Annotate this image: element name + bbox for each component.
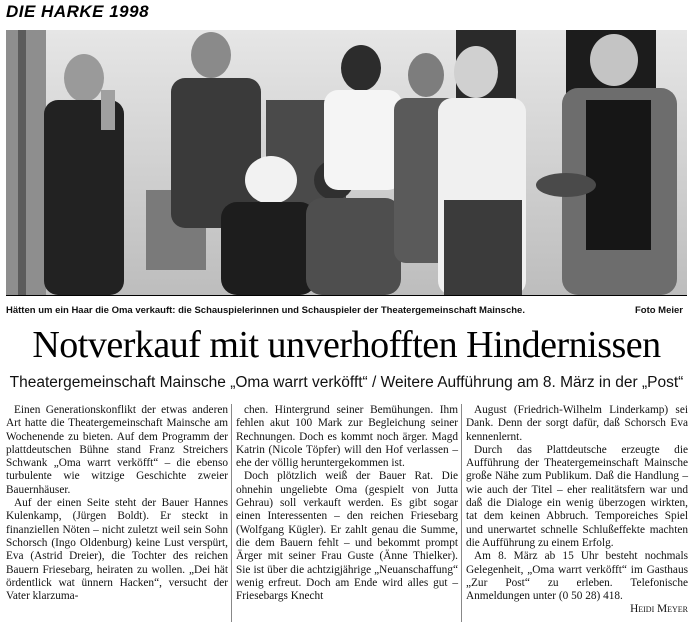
paragraph: Einen Generationskonflikt der etwas anderen Art hatte die Theatergemeinschaft Mainsche am Wochenende zu bieten. Auf dem Programm der plattdeutschen Bühne stand Franz Streichers Schwank „Oma warrt verköfft“ – die ebenso turbulente wie witzige Geschichte zweier Bauernhäuser. xyxy=(6,404,228,496)
paragraph: chen. Hintergrund seiner Bemühungen. Ihm fehlen akut 100 Mark zur Begleichung seiner Rechnungen. Doch es kommt noch ärger. Magd Katrin (Nicole Töpfer) will den Hof verlassen – ehe der völlig heruntergekommen ist. xyxy=(236,404,458,470)
photo-credit: Foto Meier xyxy=(634,305,683,316)
subheadline: Theatergemeinschaft Mainsche „Oma warrt verköfft“ / Weitere Aufführung am 8. März in der „Post“ xyxy=(9,374,684,391)
author-byline: Heidi Meyer xyxy=(630,603,688,616)
article-column-1 xyxy=(6,404,228,603)
masthead: DIE HARKE 1998 xyxy=(6,2,150,21)
column-divider xyxy=(461,404,462,622)
paragraph: Auf der einen Seite steht der Bauer Hannes Kulenkamp, (Jürgen Boldt). Er steckt in finanziellen Nöten – nicht zuletzt weil sein Sohn Schorsch (Ingo Oldenburg) keine Lust verspürt, Eva (Astrid Dreier), die Tochter des reichen Bauern Friesebarg, heiraten zu wollen. „Dei hät ördentlick wat ünnern Hacken“, versucht der Vater klarzuma- xyxy=(6,497,228,603)
photo-caption: Hätten um ein Haar die Oma verkauft: die Schauspielerinnen und Schauspieler der Theatergemeinschaft Mainsche. xyxy=(6,305,525,316)
article-column-2 xyxy=(236,404,458,603)
paragraph: August (Friedrich-Wilhelm Linderkamp) sei Dank. Denn der sorgt dafür, daß Schorsch Eva kennenlernt. xyxy=(466,404,688,443)
news-photo xyxy=(6,30,687,296)
paragraph: Durch das Plattdeutsche erzeugte die Aufführung der Theatergemeinschaft Mainsche große Nähe zum Publikum. Daß die Handlung – wie auch der Titel – eher realitätsfern war und daß die Dialoge ein wenig überzogen wirkten, tat dem keinen Abbruch. Temporeiches Spiel und unerwartet schnelle Schlußeffekte machten die Aufführung zu einem Erfolg. xyxy=(466,443,688,549)
paragraph: Am 8. März ab 15 Uhr besteht nochmals Gelegenheit, „Oma warrt verköfft“ im Gasthaus „Zur Post“ zu erleben. Telefonische Anmeldungen unter (0 50 28) 418. xyxy=(466,550,688,603)
article-column-3 xyxy=(466,404,688,617)
column-divider xyxy=(231,404,232,622)
paragraph: Doch plötzlich weiß der Bauer Rat. Die ohnehin ungeliebte Oma (gespielt von Jutta Gehrau) soll verkauft werden. Es gibt sogar einen Interessenten – den reichen Friesebarg (Wolfgang Kügler). Er zahlt genau die Summe, die dem Bauern fehlt – und bekommt prompt Ärger mit seiner Frau Guste (Änne Thielker). Sie ist über die achtzigjährige „Neuanschaffung“ wenig erfreut. Doch am Ende wird alles gut – Friesebargs Knecht xyxy=(236,470,458,603)
headline: Notverkauf mit unverhofften Hindernissen xyxy=(32,324,661,366)
